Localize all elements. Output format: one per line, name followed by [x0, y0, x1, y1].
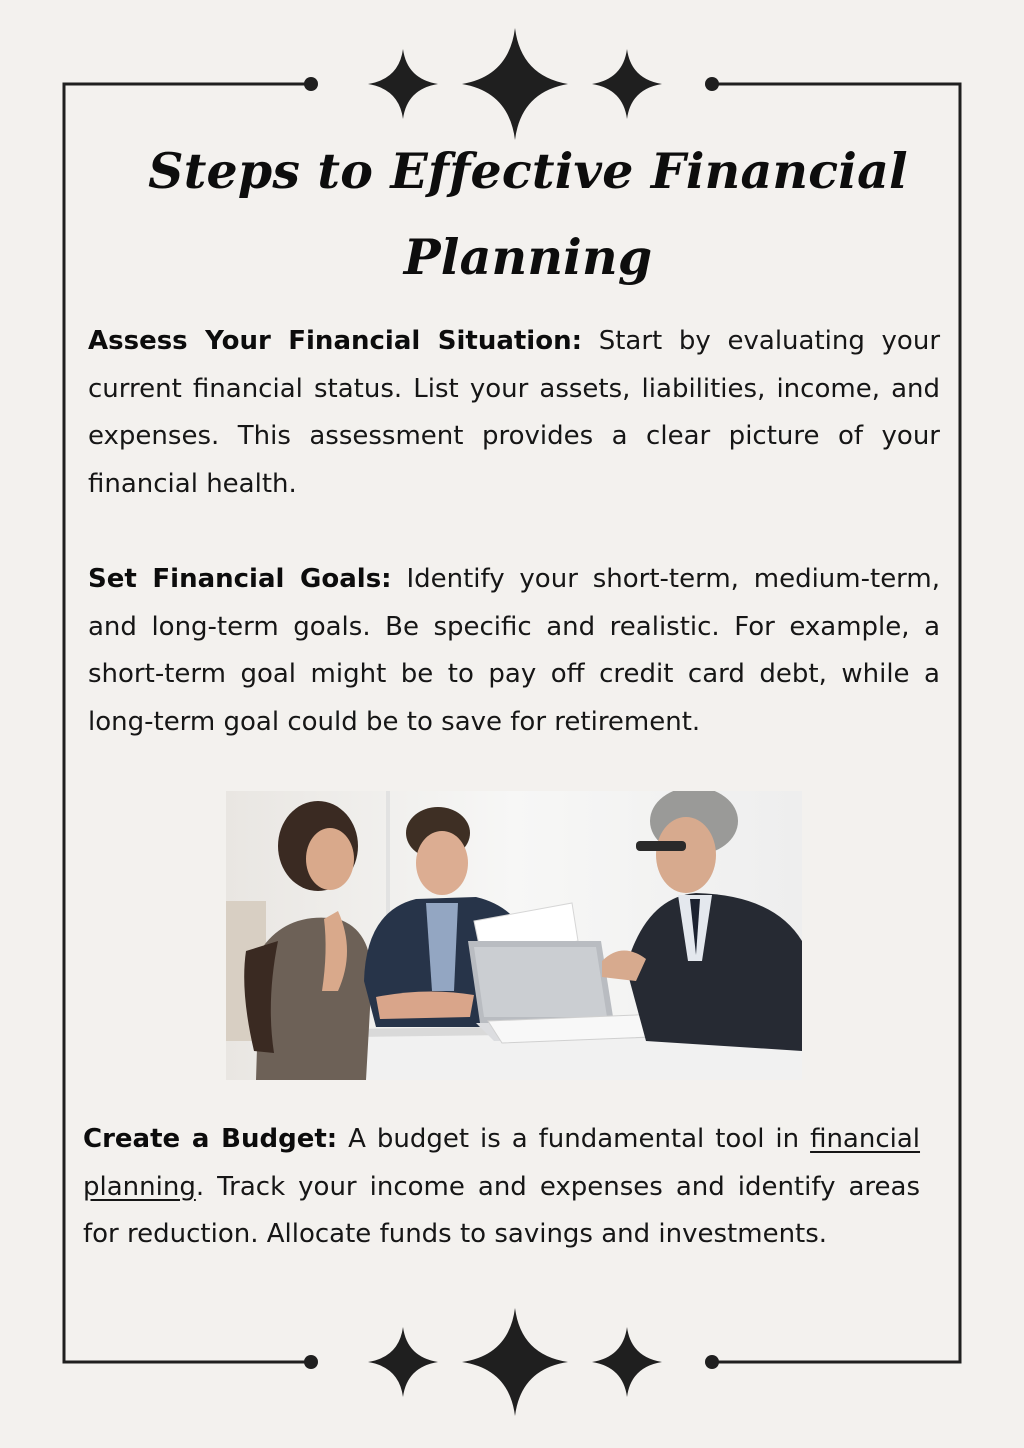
frame-dot — [304, 77, 318, 91]
section-goals — [88, 556, 940, 746]
financial-planning-link[interactable]: financial planning — [83, 1124, 921, 1202]
section-heading: Create a Budget: — [83, 1124, 338, 1154]
section-body: Start by evaluating your current financial status. List your assets, liabilities, income, and expenses. This assessment provides a clear picture of your financial health. — [88, 326, 941, 499]
meeting-illustration — [226, 791, 802, 1080]
section-heading: Assess Your Financial Situation: — [88, 326, 582, 356]
section-body: Identify your short-term, medium-term, and long-term goals. Be specific and realistic. For example, a short-term goal might be to pay off credit card debt, while a long-term goal could be to save for retirement. — [88, 564, 941, 737]
section-body-start: A budget is a fundamental tool in — [348, 1124, 800, 1154]
section-heading: Set Financial Goals: — [88, 564, 392, 594]
page-title: Steps to Effective Financial Planning — [148, 142, 908, 286]
section-budget — [83, 1116, 920, 1259]
bottom-sparkles-icon — [368, 1308, 662, 1416]
frame-dot — [705, 77, 719, 91]
meeting-photo — [226, 791, 802, 1080]
section-assess — [88, 318, 940, 508]
frame-dot — [705, 1355, 719, 1369]
top-sparkles-icon — [368, 28, 662, 140]
frame-dot — [304, 1355, 318, 1369]
section-body-end: . Track your income and expenses and identify areas for reduction. Allocate funds to savings and investments. — [83, 1171, 920, 1249]
